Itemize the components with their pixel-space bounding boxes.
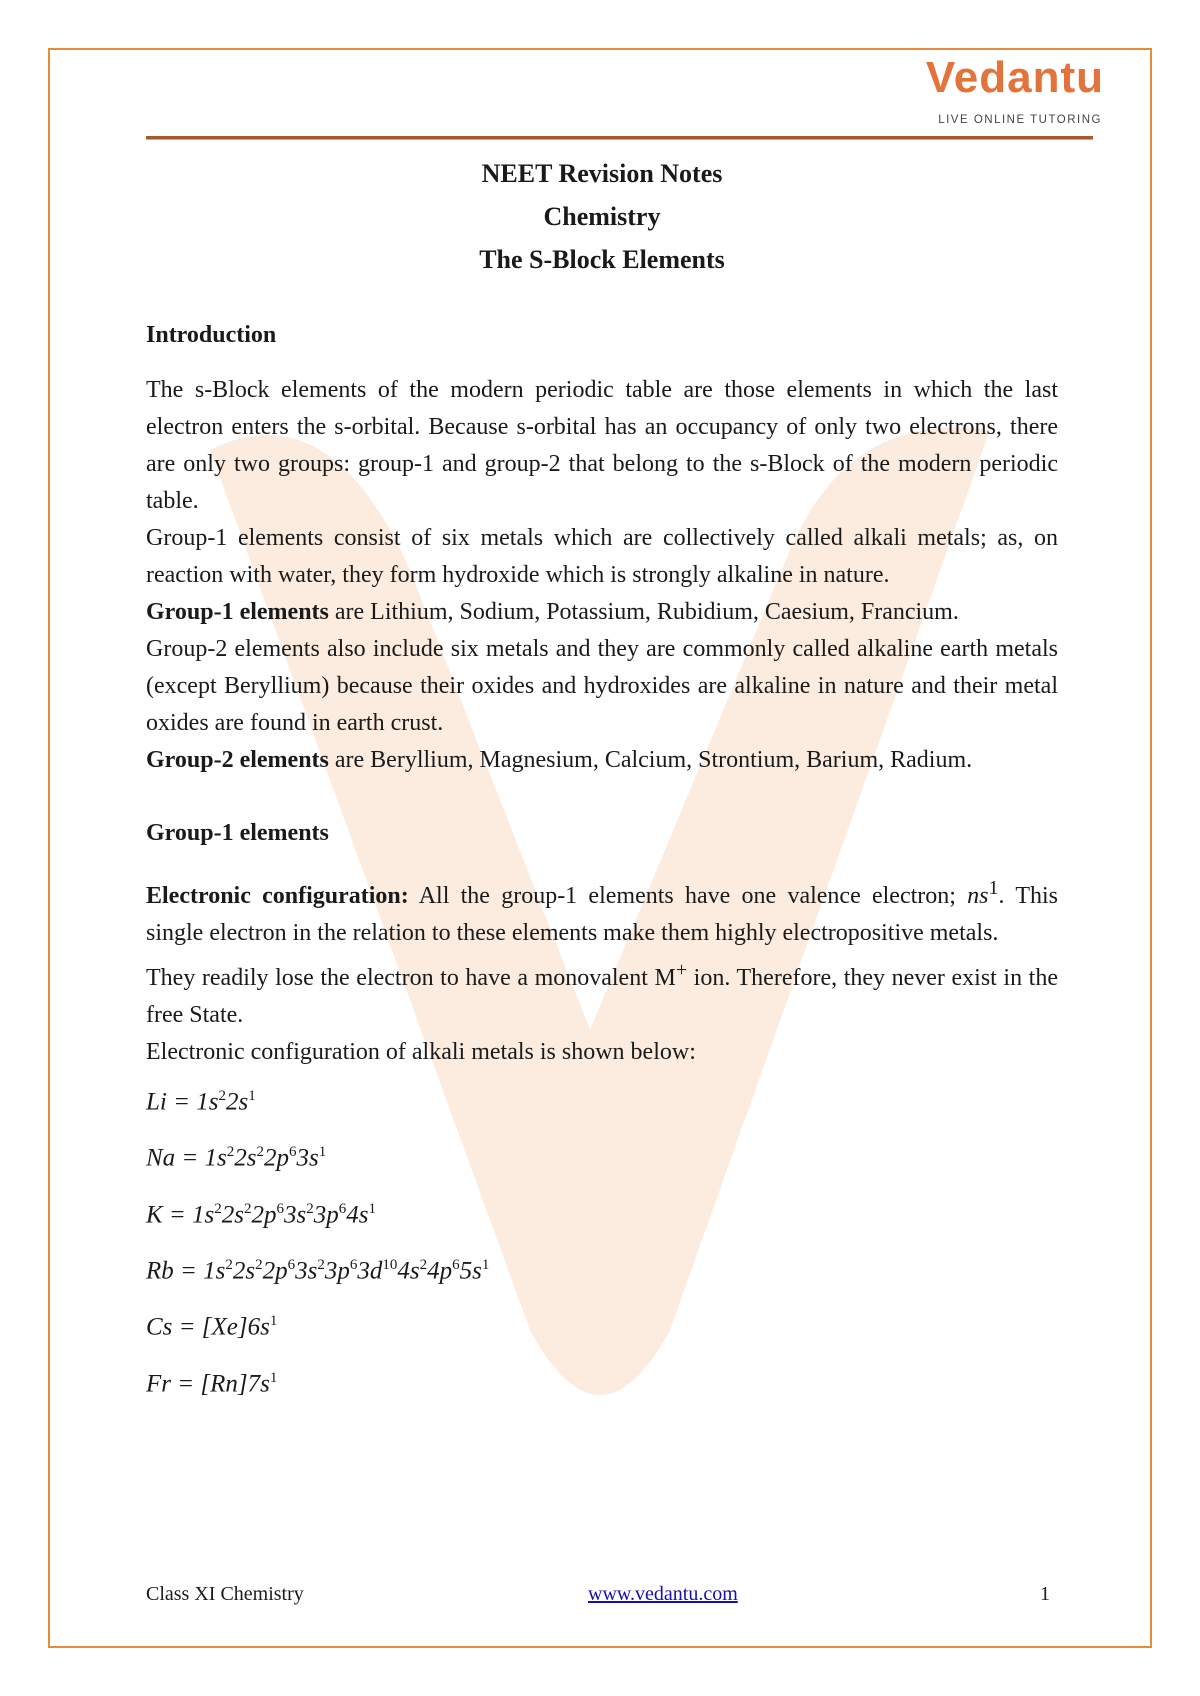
header-rule — [146, 136, 1093, 140]
ion-text-2: ion. Therefore, they never exist in the free State. — [146, 965, 1058, 1028]
vedantu-logo — [914, 53, 1104, 136]
intro-paragraph-1: The s-Block elements of the modern periodic table are those elements in which the last electron enters the s-orbital. Because s-orbital has an occupancy of only two electrons, there are only two groups: group-1 and group-2 that belong to the s-Block of the modern periodic table. — [146, 377, 1058, 514]
doc-title-1: NEET Revision Notes — [481, 159, 723, 188]
ion-text-1: They readily lose the electron to have a monovalent M — [146, 965, 676, 991]
page-footer — [146, 1583, 1058, 1613]
intro-paragraph-2: Group-1 elements consist of six metals which are collectively called alkali metals; as, on reaction with water, they form hydroxide which is strongly alkaline in nature. — [146, 525, 1058, 588]
footer-website-link[interactable]: www.vedantu.com — [588, 1583, 738, 1605]
config-cs: $Cs = [Xe]6s^1$ — [146, 1313, 278, 1341]
intro-heading: Introduction — [146, 322, 277, 348]
intro-paragraph-4: Group-2 elements also include six metals and they are commonly called alkaline earth metals (except Beryllium) because their oxides and hydroxides are alkaline in nature and their metal oxides are found in earth crust. — [146, 636, 1058, 736]
electronic-config-paragraph — [146, 870, 1058, 952]
ion-superscript: + — [675, 959, 688, 981]
footer-class-label: Class XI Chemistry — [146, 1583, 304, 1605]
config-fr: $Fr = [Rn]7s^1$ — [146, 1369, 278, 1397]
ns-superscript: 1 — [988, 877, 999, 899]
electronic-config-text-1: All the group-1 elements have one valence electron; — [408, 883, 968, 909]
electronic-config-label: Electronic configuration: — [146, 883, 409, 909]
config-intro: Electronic configuration of alkali metals is shown below: — [146, 1039, 696, 1065]
group1-heading: Group-1 elements — [146, 820, 329, 846]
config-k: $K = 1s^22s^22p^63s^23p^64s^1$ — [146, 1200, 376, 1228]
doc-title-2: Chemistry — [543, 202, 661, 231]
doc-title-3: The S-Block Elements — [479, 245, 725, 274]
group1-members — [146, 594, 1058, 631]
group1-members-text: are Lithium, Sodium, Potassium, Rubidium, Caesium, Francium. — [328, 599, 959, 625]
monovalent-ion-paragraph — [146, 952, 1058, 1034]
group2-members — [146, 742, 1058, 779]
page-number: 1 — [1040, 1583, 1050, 1605]
electronic-config-text-2: . This single electron in the relation to these elements make them highly electropositive metals. — [146, 883, 1058, 946]
group1-members-label: Group-1 elements — [146, 599, 329, 625]
ns-term: ns — [967, 883, 989, 909]
group2-members-text: are Beryllium, Magnesium, Calcium, Strontium, Barium, Radium. — [328, 747, 973, 773]
logo-wordmark: Vedantu — [925, 53, 1104, 102]
config-li: $Li = 1s^22s^1$ — [146, 1088, 256, 1116]
group2-members-label: Group-2 elements — [146, 747, 329, 773]
document-body — [146, 152, 1058, 1409]
config-na: $Na = 1s^22s^22p^63s^1$ — [146, 1144, 327, 1172]
config-rb: $Rb = 1s^22s^22p^63s^23p^63d^{10}4s^24p^65s^1$ — [146, 1256, 490, 1285]
logo-tagline: LIVE ONLINE TUTORING — [938, 114, 1102, 126]
